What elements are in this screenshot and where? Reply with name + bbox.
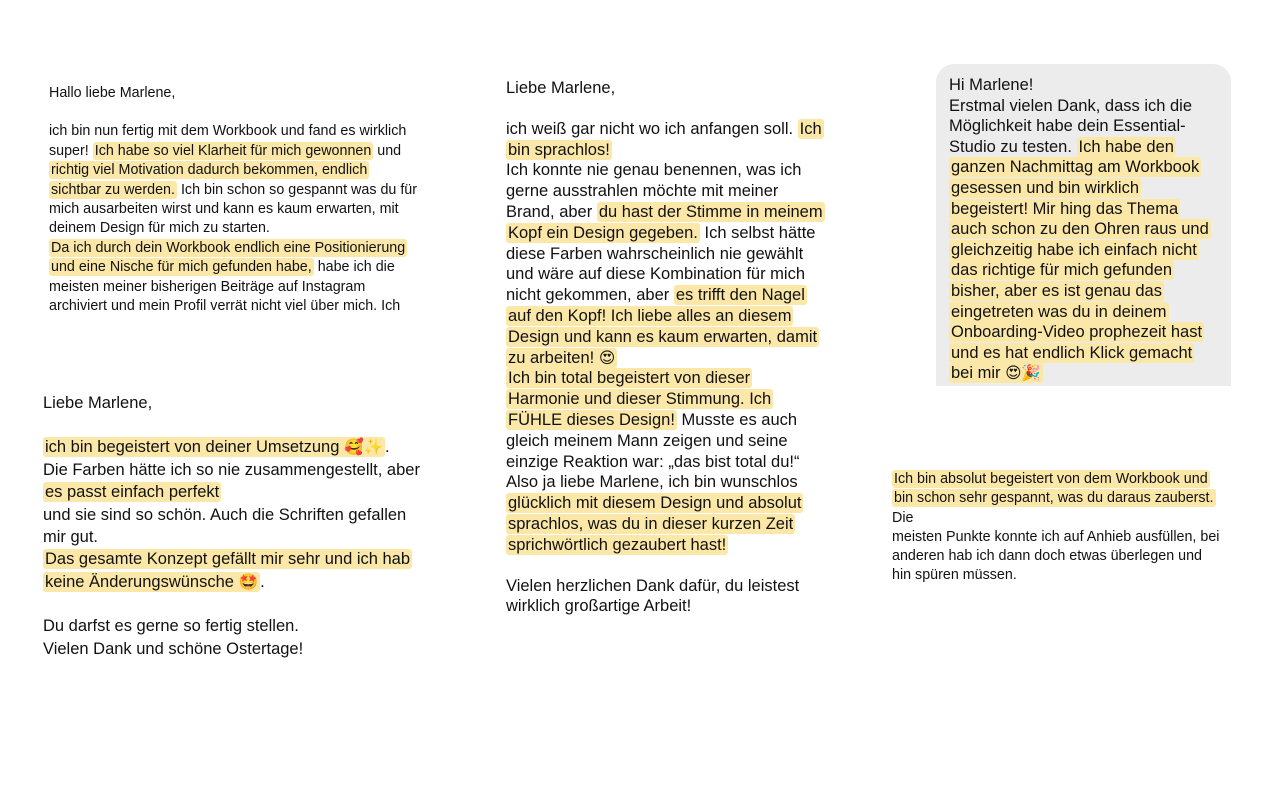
highlight: keine Änderungswünsche 🤩 <box>45 571 259 591</box>
highlight: bin schon sehr gespannt, was du daraus zauberst. <box>894 490 1214 507</box>
testimonial-line <box>49 239 469 258</box>
testimonial-line: und sie sind so schön. Auch die Schriften gefallen <box>43 505 407 524</box>
testimonial-line: gerne ausstrahlen möchte mit meiner <box>506 182 779 201</box>
testimonial-greeting: Liebe Marlene, <box>506 79 616 97</box>
testimonial-line: einzige Reaktion war: „das bist total du!“ <box>506 452 800 471</box>
highlight: Kopf ein Design gegeben. <box>508 223 698 242</box>
testimonial-line: und eine Nische für mich gefunden habe, habe ich die <box>51 259 395 276</box>
highlight: und eine Nische für mich gefunden habe, <box>51 259 312 276</box>
testimonial-line: sichtbar zu werden. Ich bin schon so gespannt was du für <box>51 181 417 198</box>
testimonial-line <box>949 178 1211 199</box>
testimonial-line <box>43 481 463 503</box>
testimonial-line <box>49 161 469 180</box>
testimonial-line: gleich meinem Mann zeigen und seine <box>506 431 788 450</box>
highlight: Design und kann es kaum erwarten, damit <box>508 327 818 346</box>
testimonial-line: Vielen Dank und schöne Ostertage! <box>43 639 304 658</box>
testimonial-card-5 <box>892 470 1242 586</box>
testimonial-line <box>949 199 1211 220</box>
testimonial-line <box>949 219 1211 240</box>
testimonial-line: Studio zu testen. Ich habe den <box>949 137 1174 156</box>
highlight: auch schon zu den Ohren raus und <box>951 220 1209 239</box>
testimonial-line <box>892 489 1242 508</box>
highlight: Onboarding-Video prophezeit hast <box>951 323 1203 342</box>
testimonial-line: und wäre auf diese Kombination für mich <box>506 265 805 284</box>
highlight: sichtbar zu werden. <box>51 181 175 198</box>
testimonial-line: anderen hab ich dann doch etwas überlegen und <box>892 548 1203 565</box>
testimonial-line <box>506 140 866 161</box>
testimonial-line <box>506 327 866 348</box>
highlight: es trifft den Nagel <box>675 286 805 305</box>
highlight: richtig viel Motivation dadurch bekommen, endlich <box>51 162 368 179</box>
testimonial-line: Erstmal vielen Dank, dass ich die <box>949 96 1193 115</box>
testimonial-line <box>892 470 1242 489</box>
testimonial-line: Brand, aber du hast der Stimme in meinem <box>506 202 823 221</box>
highlight: Ich habe den <box>1078 137 1174 156</box>
star-struck-icon: 🤩 <box>238 571 259 591</box>
testimonial-line: Die <box>892 509 914 526</box>
testimonial-line <box>506 306 866 327</box>
highlight: gleichzeitig habe ich einfach nicht <box>951 240 1197 259</box>
testimonial-line <box>949 240 1211 261</box>
highlight: begeistert! Mir hing das Thema <box>951 199 1179 218</box>
testimonial-line: Die Farben hätte ich so nie zusammengestellt, aber <box>43 460 420 479</box>
testimonial-line <box>43 548 463 570</box>
testimonial-card-3 <box>506 78 866 617</box>
highlight: auf den Kopf! Ich liebe alles an diesem <box>508 306 792 325</box>
testimonial-line <box>506 493 866 514</box>
testimonial-line: Ich konnte nie genau benennen, was ich <box>506 161 802 180</box>
testimonial-line: wirklich großartige Arbeit! <box>506 597 692 616</box>
highlight: Da ich durch dein Workbook endlich eine Positionierung <box>51 239 406 256</box>
highlight: gesessen und bin wirklich <box>951 178 1140 197</box>
highlight: es passt einfach perfekt <box>45 483 220 502</box>
testimonial-line <box>949 260 1211 281</box>
testimonial-line: ich weiß gar nicht wo ich anfangen soll. Ich <box>506 119 822 138</box>
highlight: Ich bin absolut begeistert von dem Workbook und <box>894 471 1208 487</box>
chat-bubble-text <box>949 75 1211 384</box>
highlight: glücklich mit diesem Design und absolut <box>508 494 802 513</box>
smiling-face-with-hearts-icon: 🥰✨ <box>344 437 384 457</box>
highlight: bin sprachlos! <box>508 140 610 159</box>
testimonial-line: diese Farben wahrscheinlich nie gewählt <box>506 244 804 263</box>
testimonial-greeting: Hi Marlene! <box>949 76 1034 94</box>
testimonial-line: Vielen herzlichen Dank dafür, du leistest <box>506 576 800 595</box>
highlight: bei mir 😍🎉 <box>951 363 1041 383</box>
testimonial-line <box>506 389 866 410</box>
testimonial-card-1 <box>49 84 469 318</box>
testimonial-greeting: Liebe Marlene, <box>43 394 153 412</box>
testimonial-line: ich bin begeistert von deiner Umsetzung 🥰✨ . <box>45 437 390 457</box>
testimonial-line <box>506 514 866 535</box>
testimonial-line: Kopf ein Design gegeben. Ich selbst hätte <box>508 223 816 242</box>
highlight: und es hat endlich Klick gemacht <box>951 343 1193 362</box>
highlight: eingetreten was du in deinem <box>951 302 1167 321</box>
heart-eyes-icon: 😍 <box>598 347 616 367</box>
highlight: Ich <box>799 119 822 138</box>
testimonial-line <box>949 343 1211 364</box>
testimonial-line: keine Änderungswünsche 🤩 . <box>45 571 265 591</box>
heart-eyes-party-icon: 😍🎉 <box>1005 363 1041 383</box>
testimonial-line: mich ausarbeiten wirst und kann es kaum erwarten, mit <box>49 201 399 218</box>
highlight: Das gesamte Konzept gefällt mir sehr und ich hab <box>45 550 411 569</box>
highlight: sprichwörtlich gezaubert hast! <box>508 535 727 554</box>
testimonial-line: meisten meiner bisherigen Beiträge auf Instagram <box>49 278 366 295</box>
testimonial-line: FÜHLE dieses Design! Musste es auch <box>508 410 798 429</box>
testimonial-line: Also ja liebe Marlene, ich bin wunschlos <box>506 473 798 492</box>
testimonial-line: meisten Punkte konnte ich auf Anhieb ausfüllen, bei <box>892 528 1220 545</box>
highlight: sprachlos, was du in dieser kurzen Zeit <box>508 514 794 533</box>
testimonial-line: archiviert und mein Profil verrät nicht viel über mich. Ich <box>49 298 401 315</box>
testimonial-line <box>949 322 1211 343</box>
highlight: zu arbeiten! 😍 <box>508 347 616 367</box>
testimonial-line <box>949 281 1211 302</box>
highlight: ganzen Nachmittag am Workbook <box>951 158 1200 177</box>
testimonial-card-2 <box>43 392 463 660</box>
testimonial-line <box>949 302 1211 323</box>
testimonial-line: mir gut. <box>43 528 99 547</box>
highlight: Ich bin total begeistert von dieser <box>508 369 751 388</box>
highlight: bisher, aber es ist genau das <box>951 281 1162 300</box>
testimonial-line: super! Ich habe so viel Klarheit für mich gewonnen und <box>49 142 402 159</box>
testimonial-line: hin spüren müssen. <box>892 567 1017 584</box>
highlight: das richtige für mich gefunden <box>951 261 1173 280</box>
testimonial-line: ich bin nun fertig mit dem Workbook und fand es wirklich <box>49 123 407 140</box>
testimonial-line <box>506 348 866 369</box>
testimonial-line <box>506 535 866 556</box>
testimonial-line: Du darfst es gerne so fertig stellen. <box>43 617 299 636</box>
highlight: du hast der Stimme in meinem <box>598 202 823 221</box>
testimonial-greeting: Hallo liebe Marlene, <box>49 85 176 101</box>
testimonial-line: Möglichkeit habe dein Essential- <box>949 117 1186 136</box>
highlight: Ich habe so viel Klarheit für mich gewonnen <box>94 142 372 159</box>
highlight: Harmonie und dieser Stimmung. Ich <box>508 390 772 409</box>
highlight: FÜHLE dieses Design! <box>508 410 675 429</box>
testimonial-line: deinem Design für mich zu starten. <box>49 220 270 237</box>
highlight: ich bin begeistert von deiner Umsetzung 🥰✨ <box>45 437 384 457</box>
testimonial-line <box>949 363 1211 384</box>
chat-bubble <box>936 64 1231 386</box>
testimonial-line: nicht gekommen, aber es trifft den Nagel <box>506 286 805 305</box>
testimonial-line <box>506 368 866 389</box>
testimonial-line <box>949 157 1211 178</box>
